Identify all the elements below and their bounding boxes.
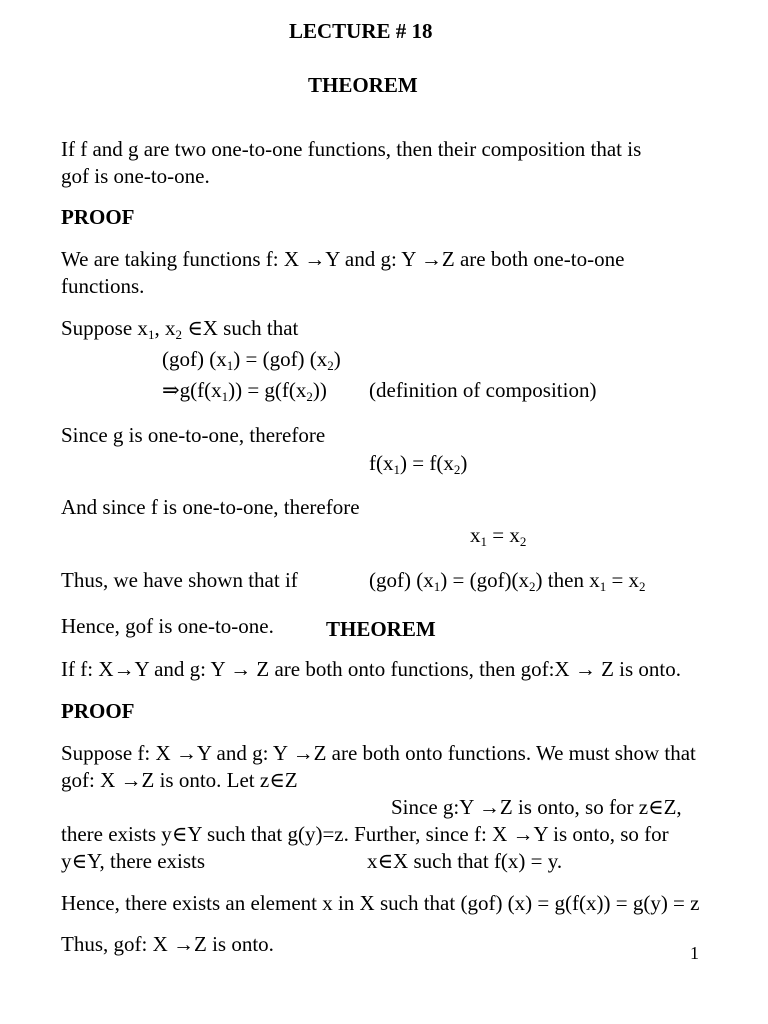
lecture-heading: LECTURE # 18 (289, 19, 433, 43)
proof-2-line-5a: y∈Y, there exists (61, 849, 206, 873)
equation-g-of-f: $\Rightarrow g(f(x_1)) = g(f(x_2))$ (162, 378, 327, 404)
proof-2-line-2: gof: X →Z is onto. Let z∈Z (61, 768, 298, 792)
proof-2-line-6: Hence, there exists an element x in X such that (gof) (x) = g(f(x)) = g(y) = z (61, 891, 700, 915)
thus-equation: (gof) $(x_1) = (gof)(x_2)$ then $x_1 = x_2$ (369, 568, 646, 594)
proof-2-line-1: Suppose f: X →Y and g: Y →Z are both onto functions. We must show that (61, 741, 696, 765)
proof-2-line-3: Since g:Y →Z is onto, so for z∈Z, (391, 795, 682, 819)
theorem-1-label: THEOREM (308, 73, 418, 97)
since-g-line: Since g is one-to-one, therefore (61, 423, 326, 447)
definition-note: (definition of composition) (369, 378, 597, 402)
proof-2-label: PROOF (61, 699, 135, 723)
proof-1-label: PROOF (61, 205, 135, 229)
thus-prefix: Thus, we have shown that if (61, 568, 298, 592)
proof-1-line-2: functions. (61, 274, 145, 298)
equation-f-equal: $f(x_1) = f(x_2)$ (369, 451, 468, 477)
proof-2-line-4: there exists y∈Y such that g(y)=z. Further, since f: X →Y is onto, so for (61, 822, 669, 846)
equation-x-equal: $x_1 = x_2$ (470, 523, 527, 549)
proof-1-line-1: We are taking functions f: X →Y and g: Y →Z are both one-to-one (61, 247, 625, 271)
theorem-2-statement: If f: X→Y and g: Y → Z are both onto functions, then gof:X → Z is onto. (61, 657, 681, 681)
hence-one-to-one: Hence, gof is one-to-one. (61, 614, 274, 638)
proof-2-line-7: Thus, gof: X →Z is onto. (61, 932, 274, 956)
since-f-line: And since f is one-to-one, therefore (61, 495, 360, 519)
theorem-2-label: THEOREM (326, 617, 436, 641)
page-number: 1 (690, 943, 699, 963)
proof-2-line-5b: x∈X such that f(x) = y. (367, 849, 563, 873)
theorem-1-statement-line-1: If f and g are two one-to-one functions, then their composition that is (61, 137, 642, 161)
equation-gof-equal: (gof) $(x_1) = (gof)$ $(x_2)$ (162, 347, 341, 373)
theorem-1-statement-line-2: gof is one-to-one. (61, 164, 210, 188)
suppose-line: Suppose $x_1$, $x_2$ ∈X such that (61, 316, 299, 342)
